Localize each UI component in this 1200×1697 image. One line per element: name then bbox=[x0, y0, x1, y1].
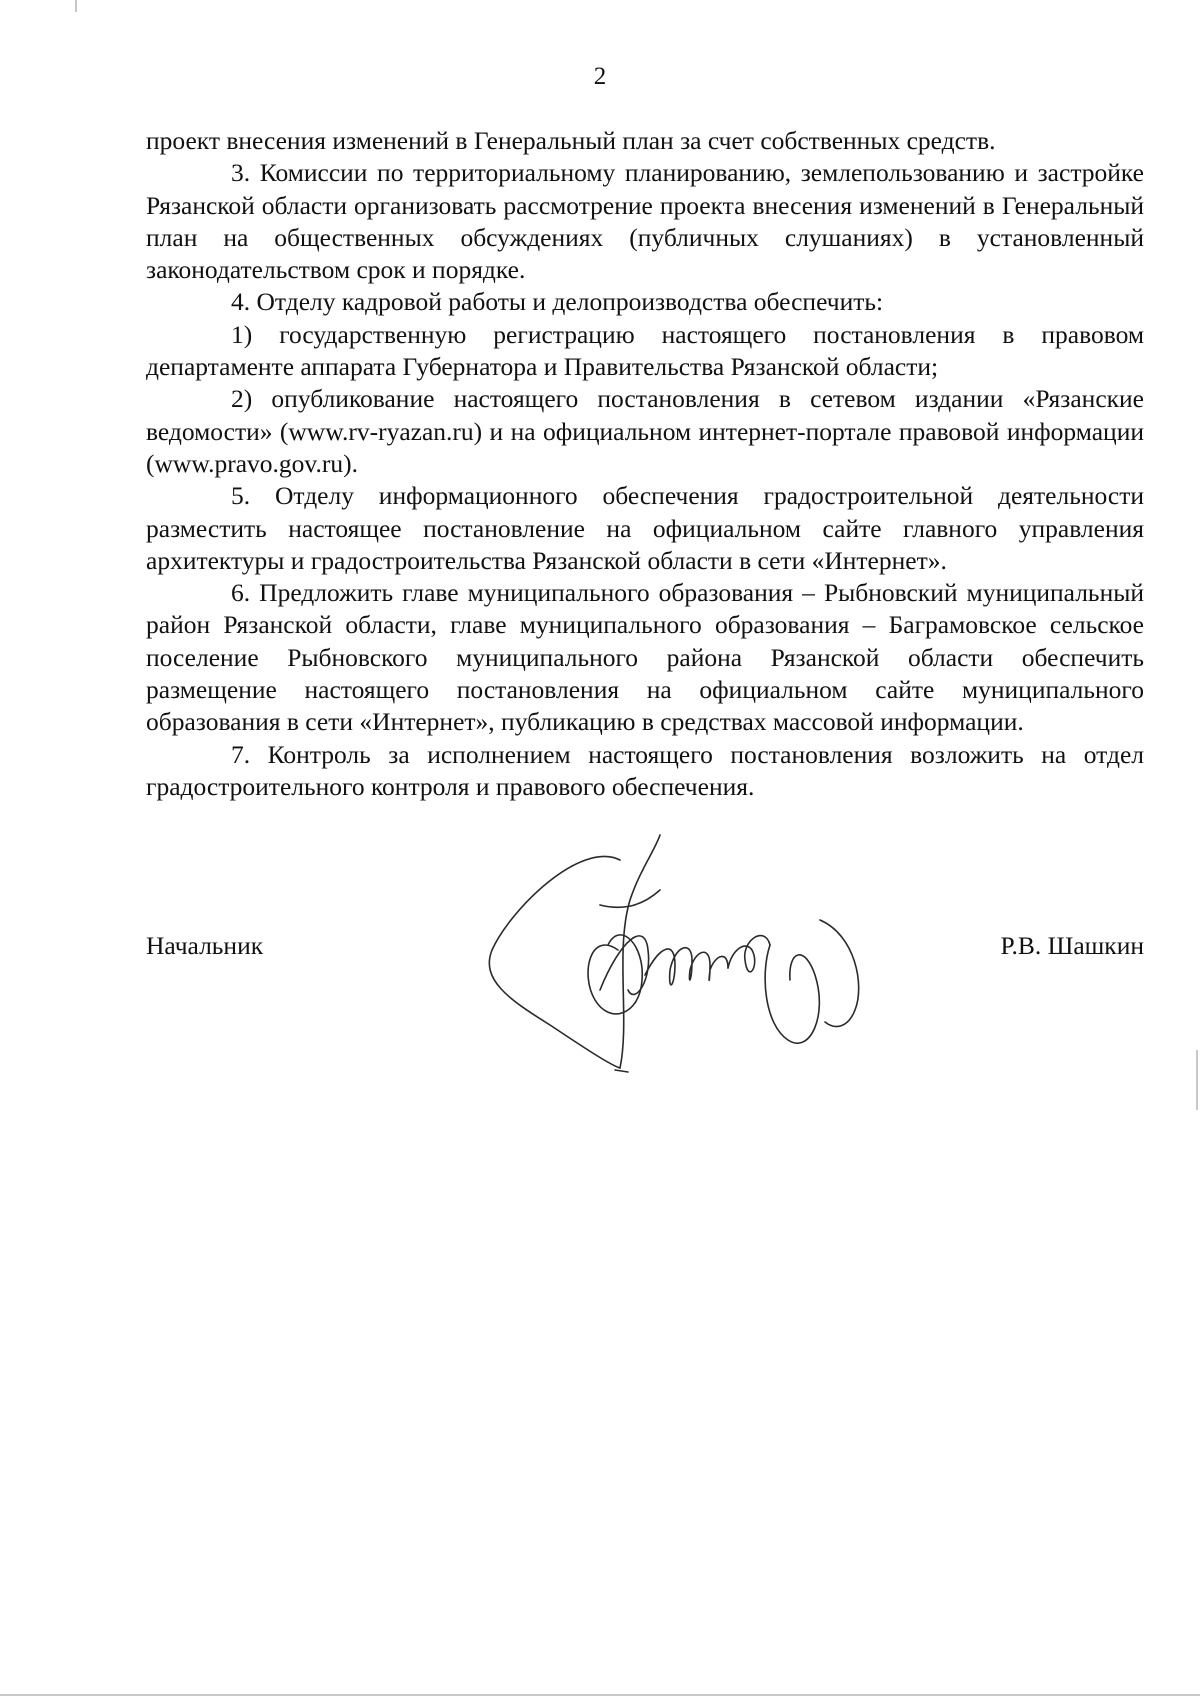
paragraph-item-5: 5. Отделу информационного обеспечения градостроительной деятельности разместить настоящее постановление на официальном сайте главного управления архитектуры и градостроительства Рязанской области в сети «Интернет». bbox=[146, 481, 1144, 575]
scan-edge-right bbox=[1196, 1050, 1198, 1110]
paragraph-continuation: проект внесения изменений в Генеральный план за счет собственных средств. bbox=[146, 126, 996, 155]
paragraph-item-6: 6. Предложить главе муниципального образования – Рыбновский муниципальный район Рязанской области, главе муниципального образования – Баграмовское сельское поселение Рыбновского муниципального района Рязанской области обеспечить размещение настоящего постановления на официальном сайте муниципального образования в сети «Интернет», публикацию в средствах массовой информации. bbox=[146, 578, 1144, 737]
signer-name: Р.В. Шашкин bbox=[1000, 931, 1144, 960]
page-number: 2 bbox=[593, 63, 607, 90]
paragraph-subitem-1: 1) государственную регистрацию настоящего постановления в правовом департаменте аппарата Губернатора и Правительства Рязанской области; bbox=[146, 319, 1144, 382]
paragraph-subitem-2: 2) опубликование настоящего постановления в сетевом издании «Рязанские ведомости» (www.rv-ryazan.ru) и на официальном интернет-портале правовой информации (www.pravo.gov.ru). bbox=[146, 384, 1144, 478]
handwritten-signature bbox=[470, 800, 900, 1080]
signer-position: Начальник bbox=[146, 931, 264, 960]
paragraph-item-4: 4. Отделу кадровой работы и делопроизводства обеспечить: bbox=[231, 287, 884, 317]
paragraph-item-7: 7. Контроль за исполнением настоящего постановления возложить на отдел градостроительного контроля и правового обеспечения. bbox=[146, 739, 1144, 801]
paragraph-item-3: 3. Комиссии по территориальному планированию, землепользованию и застройке Рязанской области организовать рассмотрение проекта внесения изменений в Генеральный план на общественных обсуждениях (публичных слушаниях) в установленный законодательством срок и порядке. bbox=[146, 158, 1144, 285]
document-body bbox=[146, 125, 1144, 803]
scan-edge-bottom bbox=[0, 1694, 1200, 1696]
scan-edge-top bbox=[75, 0, 77, 12]
